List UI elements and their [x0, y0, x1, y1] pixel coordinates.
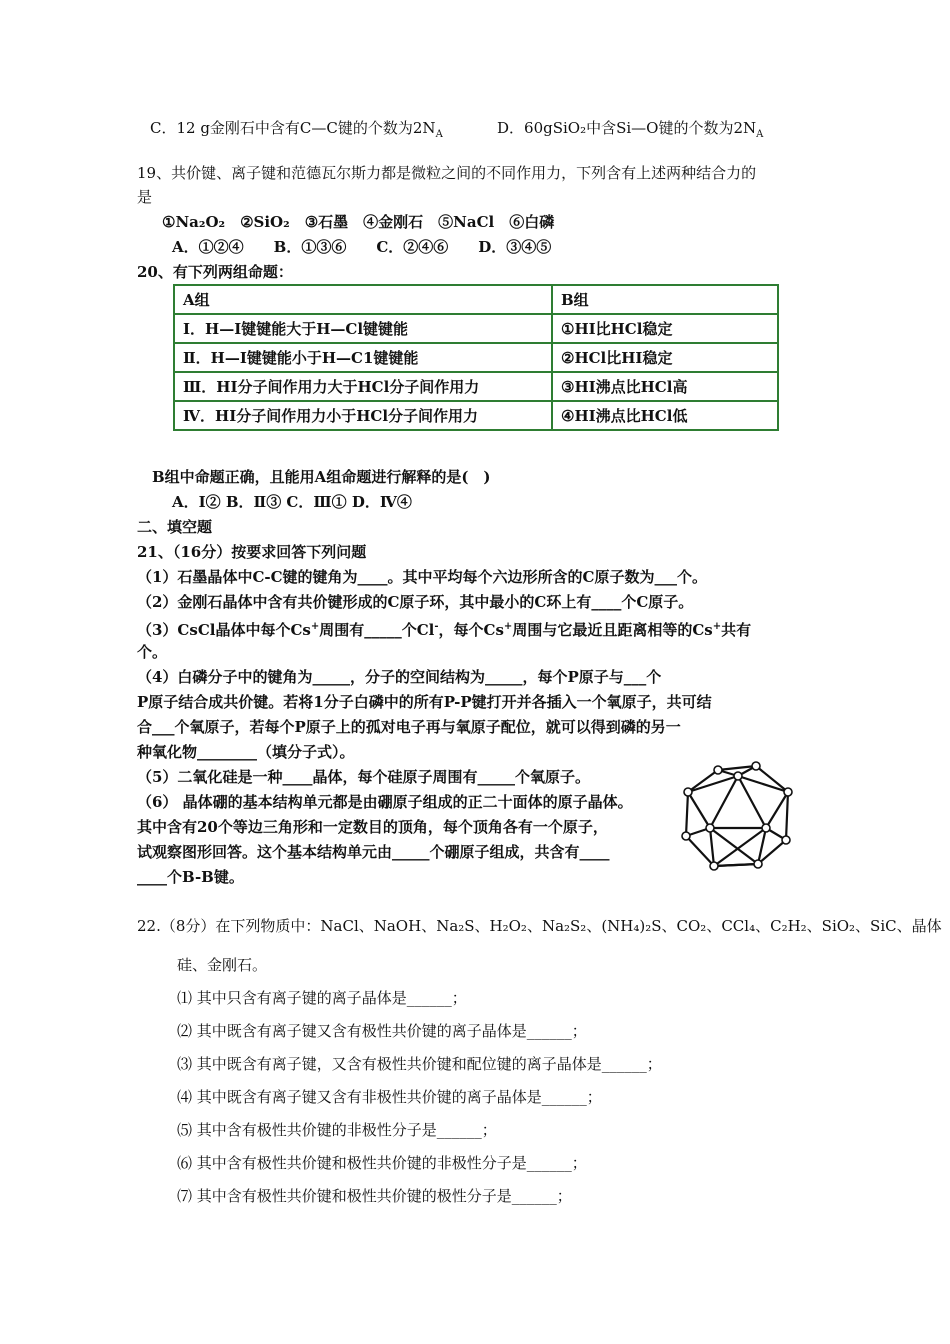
q22-item-7: ⑺ 其中含有极性共价键和极性共价键的极性分子是______；	[177, 1187, 572, 1205]
table-header-cell: A组	[174, 285, 552, 314]
table-row	[174, 372, 778, 401]
q22-item-5: ⑸ 其中含有极性共价键的非极性分子是______；	[177, 1121, 497, 1139]
q21-part4-line2: P原子结合成共价键。若将1分子白磷中的所有P-P键打开并各插入一个氧原子，共可结	[137, 693, 712, 711]
q21-part6-line4: ____个B-B键。	[137, 868, 244, 886]
q21-part3: （3）CsCl晶体中每个Cs+周围有_____个Cl-，每个Cs+周围与它最近且距离相等的Cs+共有	[137, 621, 752, 639]
q21-part6-line1: （6） 晶体硼的基本结构单元都是由硼原子组成的正二十面体的原子晶体。	[137, 793, 633, 811]
icosahedron-figure	[678, 758, 798, 878]
table-cell: ①HI比HCl稳定	[552, 314, 778, 343]
q21-part4-line1: （4）白磷分子中的键角为_____，分子的空间结构为_____，每个P原子与___个	[137, 668, 662, 686]
q22-title-cont: 硅、金刚石。	[177, 956, 268, 974]
q22-item-4: ⑷ 其中既含有离子键又含有非极性共价键的离子晶体是______；	[177, 1088, 602, 1106]
q18-option-c: C．12 g金刚石中含有C—C键的个数为$2N_A$	[150, 119, 443, 140]
q21-part6-line2: 其中含有20个等边三角形和一定数目的顶角，每个顶角各有一个原子，	[137, 818, 608, 836]
table-cell: ②HCl比HI稳定	[552, 343, 778, 372]
q21-part3-cont: 个。	[137, 643, 168, 661]
q22-item-6: ⑹ 其中含有极性共价键和极性共价键的非极性分子是______；	[177, 1154, 587, 1172]
table-header-cell: B组	[552, 285, 778, 314]
table-cell: ④HI沸点比HCl低	[552, 401, 778, 430]
section-title: 二、填空题	[137, 518, 213, 536]
q21-part4-line4: 种氧化物________（填分子式）。	[137, 743, 355, 761]
q21-part1: （1）石墨晶体中C-C键的键角为____。其中平均每个六边形所含的C原子数为___个。	[137, 568, 707, 586]
q20-question: B组中命题正确，且能用A组命题进行解释的是( )	[152, 468, 491, 486]
proposition-table	[173, 284, 779, 431]
table-row	[174, 314, 778, 343]
q19-options: A．①②④ B．①③⑥ C．②④⑥ D．③④⑤	[172, 238, 552, 256]
q19-stem-cont: 是	[137, 188, 153, 206]
q21-part6-line3: 试观察图形回答。这个基本结构单元由_____个硼原子组成，共含有____	[137, 843, 610, 861]
table-row	[174, 401, 778, 430]
table-cell: Ⅳ．HI分子间作用力小于HCl分子间作用力	[174, 401, 552, 430]
q21-part5: （5）二氧化硅是一种____晶体，每个硅原子周围有_____个氧原子。	[137, 768, 590, 786]
q20-options: A．I② B．Ⅱ③ C．Ⅲ① D．Ⅳ④	[172, 493, 412, 511]
q22-item-3: ⑶ 其中既含有离子键，又含有极性共价键和配位键的离子晶体是______；	[177, 1055, 662, 1073]
q18-option-d: D．60gSiO₂中含Si—O键的个数为$2N_A$	[497, 119, 764, 140]
table-cell: ③HI沸点比HCl高	[552, 372, 778, 401]
table-row	[174, 343, 778, 372]
q21-part2: （2）金刚石晶体中含有共价键形成的C原子环，其中最小的C环上有____个C原子。	[137, 593, 694, 611]
q21-title: 21、（16分）按要求回答下列问题	[137, 543, 367, 561]
table-cell: Ⅰ．H—I键键能大于H—Cl键键能	[174, 314, 552, 343]
q22-item-1: ⑴ 其中只含有离子键的离子晶体是______；	[177, 989, 467, 1007]
table-header-row	[174, 285, 778, 314]
q20-intro: 20、有下列两组命题：	[137, 263, 293, 281]
q19-stem: 19、共价键、离子键和范德瓦尔斯力都是微粒之间的不同作用力，下列含有上述两种结合力的	[137, 164, 757, 182]
q19-items: ①Na₂O₂ ②SiO₂ ③石墨 ④金刚石 ⑤NaCl ⑥白磷	[162, 213, 555, 231]
table-cell: Ⅲ．HI分子间作用力大于HCl分子间作用力	[174, 372, 552, 401]
q22-title: 22.（8分）在下列物质中：NaCl、NaOH、Na₂S、H₂O₂、Na₂S₂、(NH₄)₂S、CO₂、CCl₄、C₂H₂、SiO₂、SiC、晶体	[137, 917, 942, 935]
q21-part4-line3: 合___个氧原子，若每个P原子上的孤对电子再与氧原子配位，就可以得到磷的另一	[137, 718, 681, 736]
table-cell: Ⅱ．H—I键键能小于H—C1键键能	[174, 343, 552, 372]
q22-item-2: ⑵ 其中既含有离子键又含有极性共价键的离子晶体是______；	[177, 1022, 587, 1040]
